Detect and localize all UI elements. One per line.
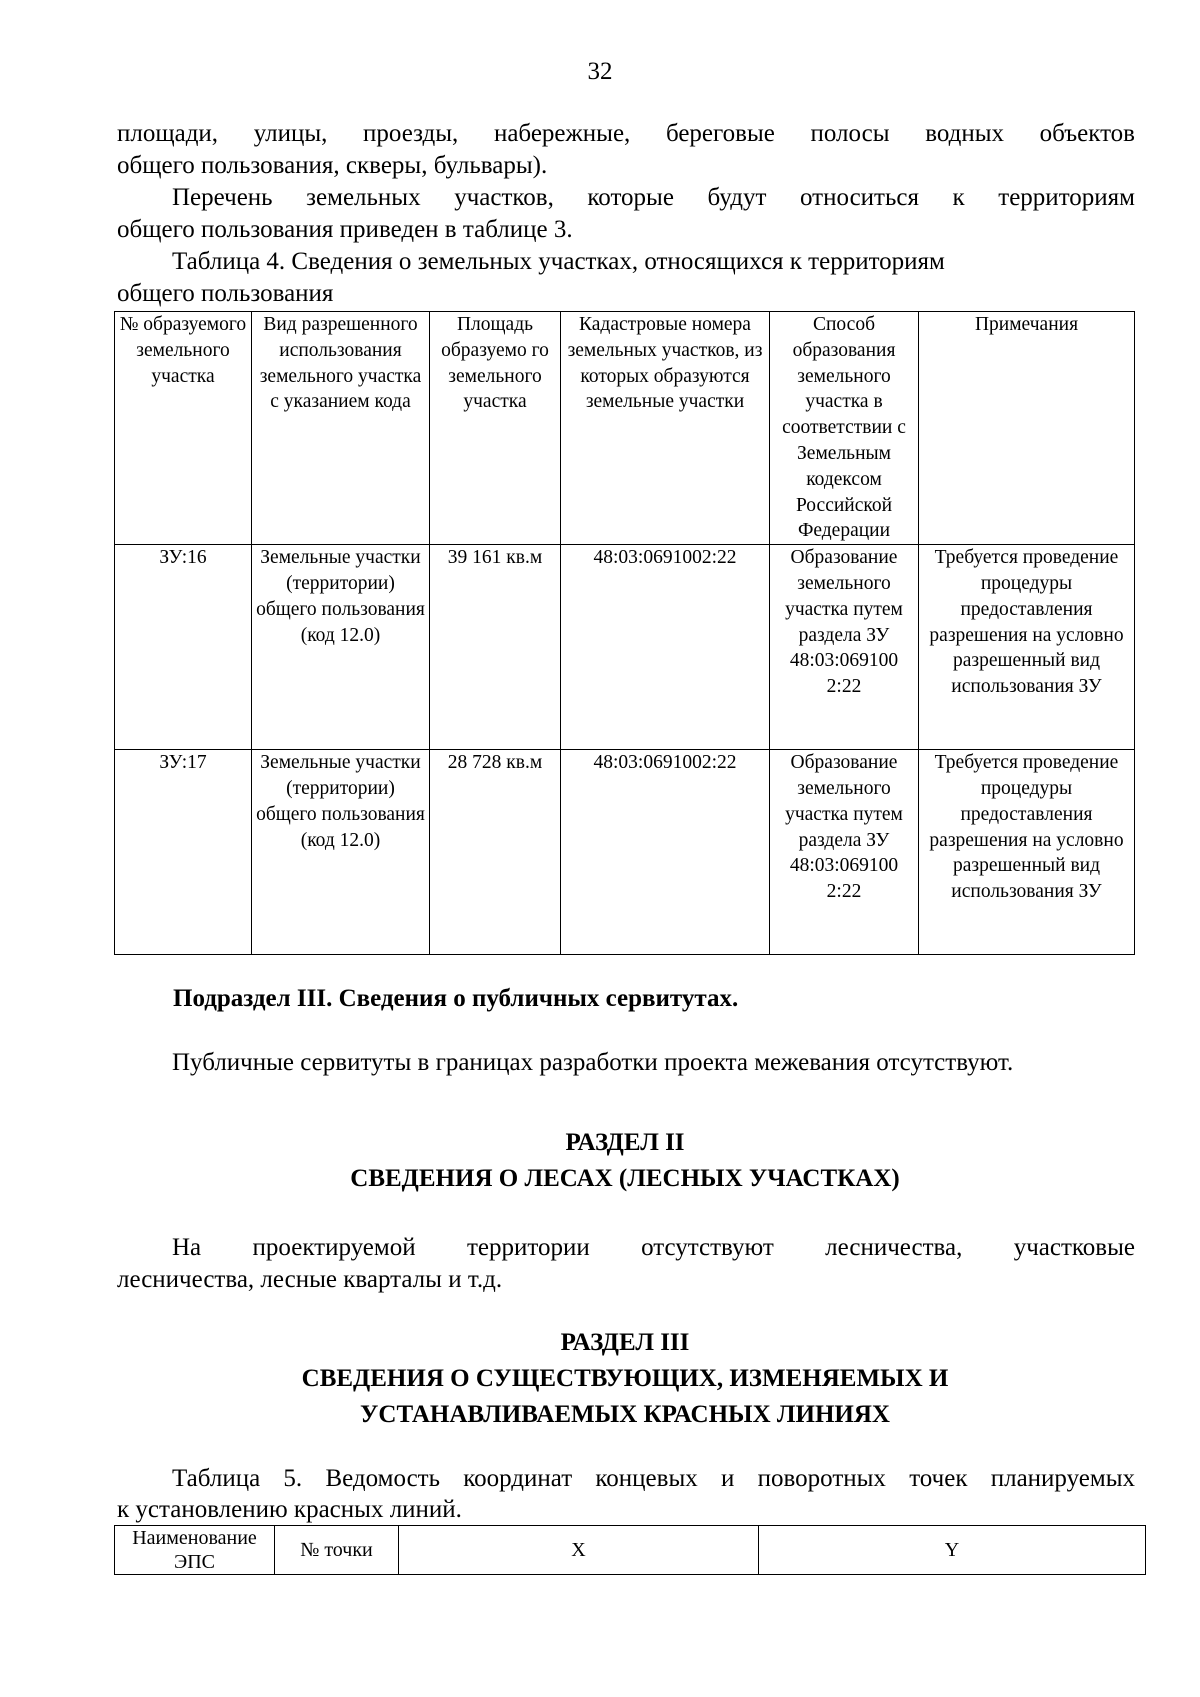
col-header: Вид разрешенного использования земельного участка с указанием кода: [252, 312, 430, 545]
subsection-text: Публичные сервитуты в границах разработки проекта межевания отсутствуют.: [172, 1049, 1014, 1076]
section-title: РАЗДЕЛ III: [560, 1329, 690, 1356]
table4-caption: Таблица 4. Сведения о земельных участках, относящихся к территориям: [172, 248, 945, 275]
table5-caption-cont: к установлению красных линий.: [117, 1496, 462, 1523]
table-cell: Земельные участки (территории) общего пользования (код 12.0): [252, 545, 430, 750]
paragraph-line: общего пользования, скверы, бульвары).: [117, 152, 548, 179]
table-cell: Земельные участки (территории) общего пользования (код 12.0): [252, 750, 430, 955]
paragraph-line: лесничества, лесные кварталы и т.д.: [117, 1266, 503, 1293]
table5-caption: Таблица 5. Ведомость координат концевых и поворотных точек планируемых: [172, 1465, 1135, 1492]
table-cell: Требуется проведение процедуры предоставления разрешения на условно разрешенный вид использования ЗУ: [919, 545, 1135, 750]
col-header: Y: [759, 1526, 1146, 1575]
col-header: Примечания: [919, 312, 1135, 545]
table-cell: 48:03:0691002:22: [561, 750, 770, 955]
col-header: Наименование ЭПС: [115, 1526, 275, 1575]
table-header-row: [115, 1526, 1146, 1575]
table-cell: Образование земельного участка путем раздела ЗУ 48:03:069100 2:22: [770, 750, 919, 955]
red-lines-table: [114, 1525, 1146, 1575]
col-header: № образуемого земельного участка: [115, 312, 252, 545]
table-cell: ЗУ:16: [115, 545, 252, 750]
col-header: № точки: [275, 1526, 399, 1575]
col-header: Площадь образуемо го земельного участка: [430, 312, 561, 545]
land-plots-table: [114, 311, 1135, 955]
table-header-row: [115, 312, 1135, 545]
section-subtitle: СВЕДЕНИЯ О СУЩЕСТВУЮЩИХ, ИЗМЕНЯЕМЫХ И: [301, 1365, 949, 1392]
table-row: [115, 545, 1135, 750]
subsection-title: Подраздел III. Сведения о публичных сервитутах.: [173, 985, 739, 1012]
table-cell: Требуется проведение процедуры предоставления разрешения на условно разрешенный вид использования ЗУ: [919, 750, 1135, 955]
paragraph-line: Перечень земельных участков, которые будут относиться к территориям: [172, 184, 1135, 211]
section-subtitle: СВЕДЕНИЯ О ЛЕСАХ (ЛЕСНЫХ УЧАСТКАХ): [350, 1165, 900, 1192]
table-cell: 39 161 кв.м: [430, 545, 561, 750]
table-cell: ЗУ:17: [115, 750, 252, 955]
paragraph-line: На проектируемой территории отсутствуют лесничества, участковые: [172, 1234, 1135, 1261]
section-subtitle: УСТАНАВЛИВАЕМЫХ КРАСНЫХ ЛИНИЯХ: [360, 1401, 890, 1428]
paragraph-line: площади, улицы, проезды, набережные, береговые полосы водных объектов: [117, 120, 1135, 147]
table4-caption-cont: общего пользования: [117, 280, 334, 307]
paragraph-line: общего пользования приведен в таблице 3.: [117, 216, 573, 243]
page-number: 32: [587, 58, 613, 85]
table-cell: 28 728 кв.м: [430, 750, 561, 955]
table-cell: 48:03:0691002:22: [561, 545, 770, 750]
table-row: [115, 750, 1135, 955]
col-header: Способ образования земельного участка в соответствии с Земельным кодексом Российской Федерации: [770, 312, 919, 545]
section-title: РАЗДЕЛ II: [565, 1129, 685, 1156]
col-header: Кадастровые номера земельных участков, из которых образуются земельные участки: [561, 312, 770, 545]
col-header: X: [399, 1526, 759, 1575]
table-cell: Образование земельного участка путем раздела ЗУ 48:03:069100 2:22: [770, 545, 919, 750]
